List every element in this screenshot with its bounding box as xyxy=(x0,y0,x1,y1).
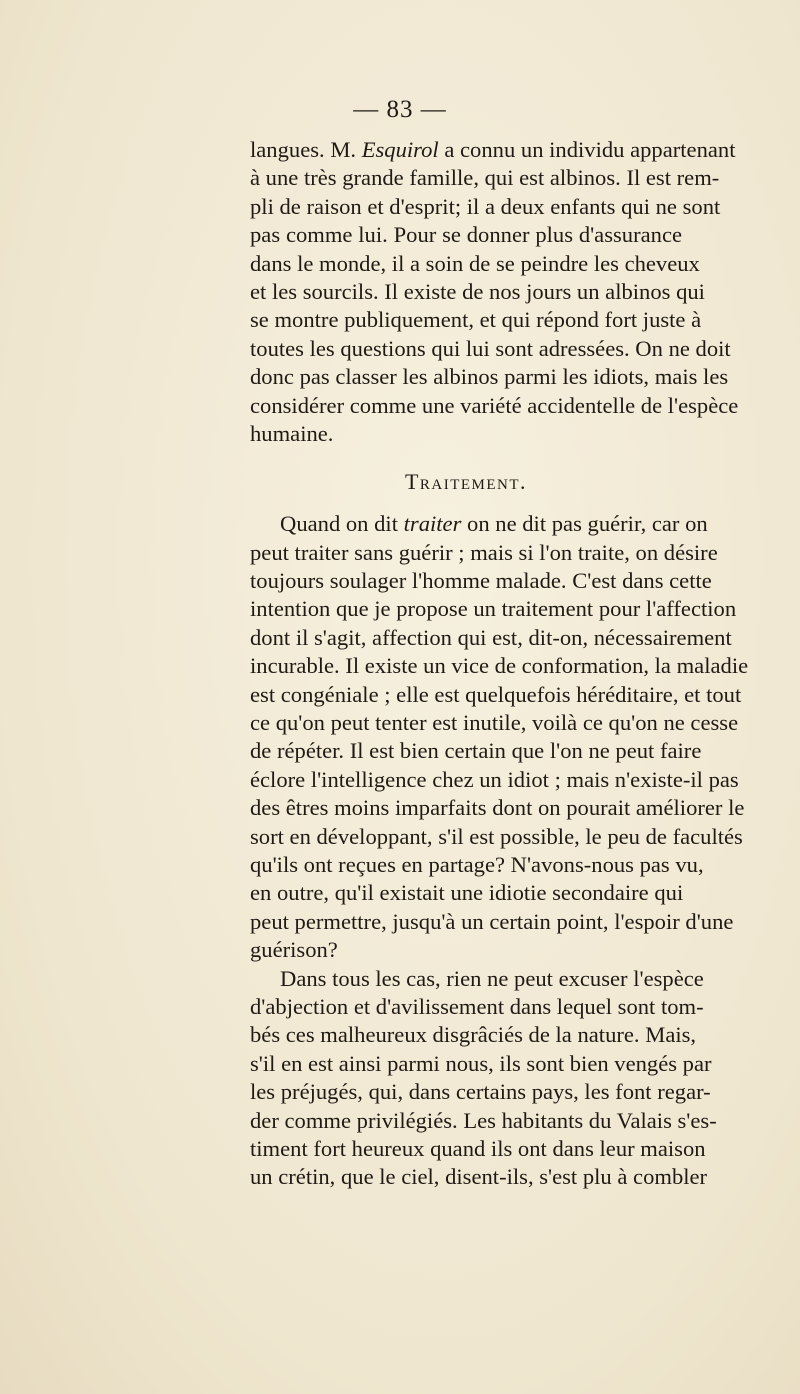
text-line: les préjugés, qui, dans certains pays, les font regar- xyxy=(250,1079,711,1105)
paragraph-continuation xyxy=(250,136,739,448)
text-line: donc pas classer les albinos parmi les idiots, mais les xyxy=(250,364,729,390)
text-line: sort en développant, s'il est possible, le peu de facultés xyxy=(250,823,743,849)
text-line: intention que je propose un traitement pour l'affection xyxy=(250,596,737,622)
text-line: timent fort heureux quand ils ont dans leur maison xyxy=(250,1135,706,1161)
paragraph-prejudice xyxy=(250,965,717,1192)
paragraph-treatment xyxy=(250,510,749,964)
text-line: d'abjection et d'avilissement dans lequel sont tom- xyxy=(250,993,704,1019)
italic-word: traiter xyxy=(403,511,462,537)
text-line: dans le monde, il a soin de se peindre les cheveux xyxy=(250,250,700,276)
text-line: s'il en est ainsi parmi nous, ils sont bien vengés par xyxy=(250,1050,712,1076)
text-line: et les sourcils. Il existe de nos jours un albinos qui xyxy=(250,278,705,304)
text-line: toutes les questions qui lui sont adressées. On ne doit xyxy=(250,335,731,361)
text-line: bés ces malheureux disgrâciés de la nature. Mais, xyxy=(250,1022,697,1048)
text-line: ce qu'on peut tenter est inutile, voilà ce qu'on ne cesse xyxy=(250,710,739,736)
text-line: peut permettre, jusqu'à un certain point, l'espoir d'une xyxy=(250,908,734,934)
text-line: pas comme lui. Pour se donner plus d'assurance xyxy=(250,222,682,248)
page-number: — 83 — xyxy=(353,96,447,123)
text-line: à une très grande famille, qui est albinos. Il est rem- xyxy=(250,165,720,191)
text-line: dont il s'agit, affection qui est, dit-on, nécessairement xyxy=(250,624,732,650)
text-line: toujours soulager l'homme malade. C'est dans cette xyxy=(250,568,712,594)
body-text xyxy=(250,136,749,1192)
text-line: considérer comme une variété accidentelle de l'espèce xyxy=(250,392,739,418)
text-line: se montre publiquement, et qui répond fort juste à xyxy=(250,307,702,333)
text-line: humaine. xyxy=(250,420,334,446)
text-line: Quand on dit traiter on ne dit pas guérir, car on xyxy=(280,511,708,537)
text-line: en outre, qu'il existait une idiotie secondaire qui xyxy=(250,880,684,906)
text-line: de répéter. Il est bien certain que l'on ne peut faire xyxy=(250,738,702,764)
italic-name: Esquirol xyxy=(361,137,439,162)
text-line: des êtres moins imparfaits dont on pourait améliorer le xyxy=(250,795,745,821)
text-line: langues. M. Esquirol a connu un individu appartenant xyxy=(250,137,736,162)
text-line: peut traiter sans guérir ; mais si l'on traite, on désire xyxy=(250,539,718,565)
text-line: incurable. Il existe un vice de conformation, la maladie xyxy=(250,653,749,679)
text-line: qu'ils ont reçues en partage? N'avons-nous pas vu, xyxy=(250,851,704,877)
text-line: est congéniale ; elle est quelquefois héréditaire, et tout xyxy=(250,681,742,707)
text-line: éclore l'intelligence chez un idiot ; mais n'existe-il pas xyxy=(250,766,739,792)
text-line: der comme privilégiés. Les habitants du Valais s'es- xyxy=(250,1107,717,1133)
text-line: pli de raison et d'esprit; il a deux enfants qui ne sont xyxy=(250,193,721,219)
text-line: Dans tous les cas, rien ne peut excuser l'espèce xyxy=(280,965,704,991)
text-line: guérison? xyxy=(250,937,338,963)
text-line: un crétin, que le ciel, disent-ils, s'est plu à combler xyxy=(250,1164,708,1190)
section-heading: Traitement. xyxy=(404,469,528,495)
